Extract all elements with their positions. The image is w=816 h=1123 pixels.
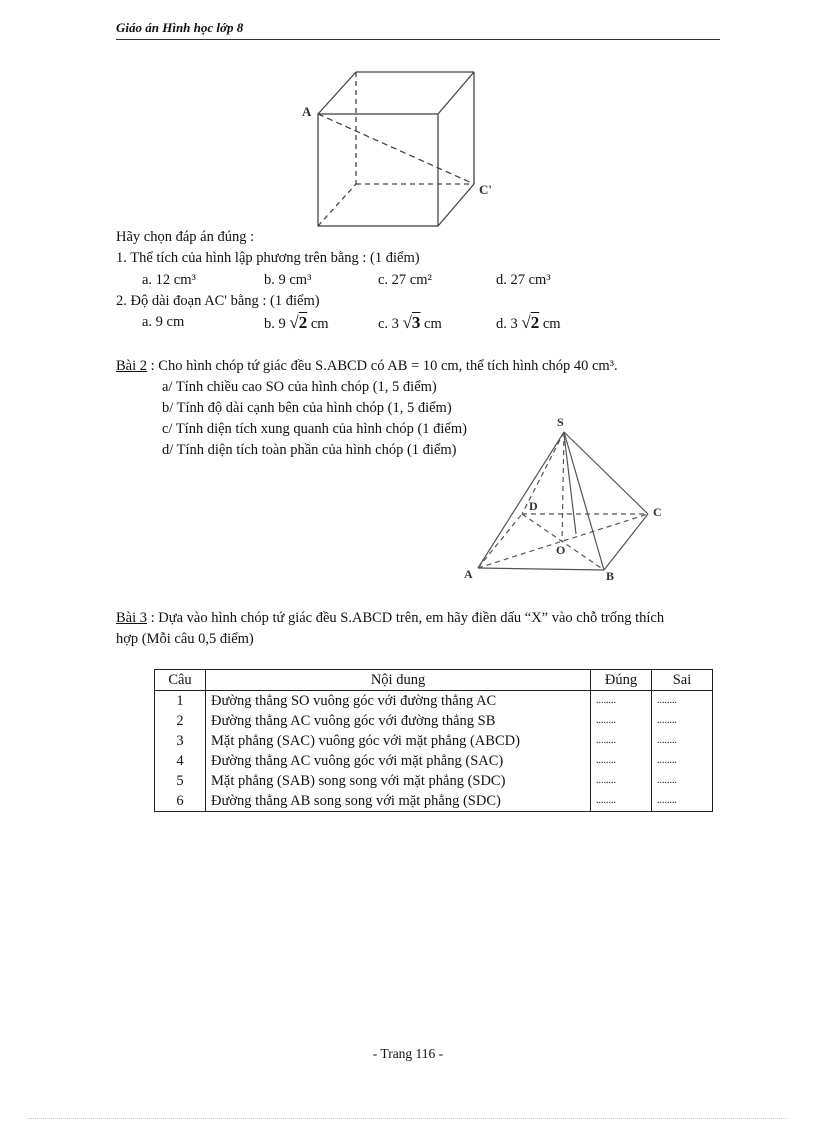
table-header-sai: Sai [652,670,713,691]
table-row [155,691,713,712]
row-number: 3 [155,731,206,751]
bai2-sub-a: a/ Tính chiều cao SO của hình chóp (1, 5 điểm) [162,379,437,395]
bai2-statement [116,358,618,375]
q1-item2-opt-d-radicand: 2 [530,313,540,332]
q1-item2-opt-a-text: a. 9 cm [142,314,185,330]
row-dung-blank[interactable]: ........ [591,691,652,712]
row-sai-blank[interactable]: ........ [652,791,713,812]
row-sai-blank[interactable]: ........ [652,751,713,771]
q1-item1: 1. Thể tích của hình lập phương trên bằng : (1 điểm) [116,250,420,266]
row-number: 6 [155,791,206,812]
row-content: Đường thẳng AB song song với mặt phẳng (SDC) [206,791,591,812]
q1-item1-opt-d: d. 27 cm³ [496,272,551,288]
table-row [155,731,713,751]
q1-item1-opt-c: c. 27 cm² [378,272,432,288]
pyramid-label-b: B [606,569,615,583]
sqrt-icon: √2 [289,313,308,332]
q1-prompt: Hãy chọn đáp án đúng : [116,229,255,245]
q1-item2-opt-b-coef: b. 9 [264,316,286,332]
pyramid-label-d: D [529,499,538,513]
q1-item1-opt-a: a. 12 cm³ [142,272,196,288]
q1-item2-opt-c-radicand: 3 [411,313,421,332]
bai2-text: : Cho hình chóp tứ giác đều S.ABCD có AB = 10 cm, thể tích hình chóp 40 cm³. [147,358,618,374]
row-sai-blank[interactable]: ........ [652,771,713,791]
bai3-text2: hợp (Mỗi câu 0,5 điểm) [116,631,254,647]
row-dung-blank[interactable]: ........ [591,711,652,731]
cube-figure [296,64,506,236]
sqrt-icon: √2 [521,313,540,332]
row-content: Đường thẳng SO vuông góc với đường thẳng AC [206,691,591,712]
q1-item2-opt-b-unit: cm [307,316,329,332]
bai2-sub-b: b/ Tính độ dài cạnh bên của hình chóp (1, 5 điểm) [162,400,452,416]
cube-label-a: A [302,104,312,119]
table-row [155,751,713,771]
q1-item1-opt-b: b. 9 cm³ [264,272,312,288]
bai2-sub-d: d/ Tính diện tích toàn phần của hình chóp (1 điểm) [162,442,457,458]
sqrt-icon: √3 [402,313,421,332]
row-sai-blank[interactable]: ........ [652,731,713,751]
table-row [155,771,713,791]
table-header-dung: Đúng [591,670,652,691]
row-dung-blank[interactable]: ........ [591,791,652,812]
q1-item2-opt-c-coef: c. 3 [378,316,399,332]
pyramid-label-c: C [653,505,662,519]
bai3-text1: : Dựa vào hình chóp tứ giác đều S.ABCD trên, em hãy điền dấu “X” vào chỗ trống thích [147,610,665,626]
q1-item2-opt-b [264,313,329,333]
table-row [155,791,713,812]
row-content: Mặt phẳng (SAB) song song với mặt phẳng (SDC) [206,771,591,791]
row-dung-blank[interactable]: ........ [591,731,652,751]
pyramid-label-a: A [464,567,473,581]
row-number: 2 [155,711,206,731]
q1-item2: 2. Độ dài đoạn AC' bằng : (1 điểm) [116,293,320,309]
bai2-sub-c: c/ Tính diện tích xung quanh của hình chóp (1 điểm) [162,421,467,437]
q1-item2-opt-d-unit: cm [539,316,561,332]
row-content: Đường thẳng AC vuông góc với mặt phẳng (SAC) [206,751,591,771]
table-row [155,711,713,731]
bai2-title: Bài 2 [116,358,148,374]
pyramid-label-o: O [556,543,566,557]
bottom-divider [28,1118,788,1119]
pyramid-figure [456,412,676,584]
page-footer: - Trang 116 - [372,1046,444,1061]
bai3-title: Bài 3 [116,610,148,626]
cube-label-c: C' [479,182,492,197]
page-header: Giáo án Hình học lớp 8 [116,20,720,40]
row-sai-blank[interactable]: ........ [652,711,713,731]
row-number: 1 [155,691,206,712]
table-header-row [155,670,713,691]
table-header-content: Nội dung [206,670,591,691]
q1-item2-opt-d-coef: d. 3 [496,316,518,332]
row-sai-blank[interactable]: ........ [652,691,713,712]
row-dung-blank[interactable]: ........ [591,751,652,771]
q1-item2-opt-a [142,314,184,331]
row-dung-blank[interactable]: ........ [591,771,652,791]
row-number: 4 [155,751,206,771]
q1-item2-opt-c [378,313,442,333]
bai3-statement [116,610,664,627]
row-number: 5 [155,771,206,791]
row-content: Mặt phẳng (SAC) vuông góc với mặt phẳng (ABCD) [206,731,591,751]
answer-table [154,669,713,812]
pyramid-label-s: S [557,415,564,429]
row-content: Đường thẳng AC vuông góc với đường thẳng SB [206,711,591,731]
q1-item2-opt-c-unit: cm [420,316,442,332]
q1-item2-opt-d [496,313,561,333]
q1-item2-opt-b-radicand: 2 [298,313,308,332]
table-header-cau: Câu [155,670,206,691]
